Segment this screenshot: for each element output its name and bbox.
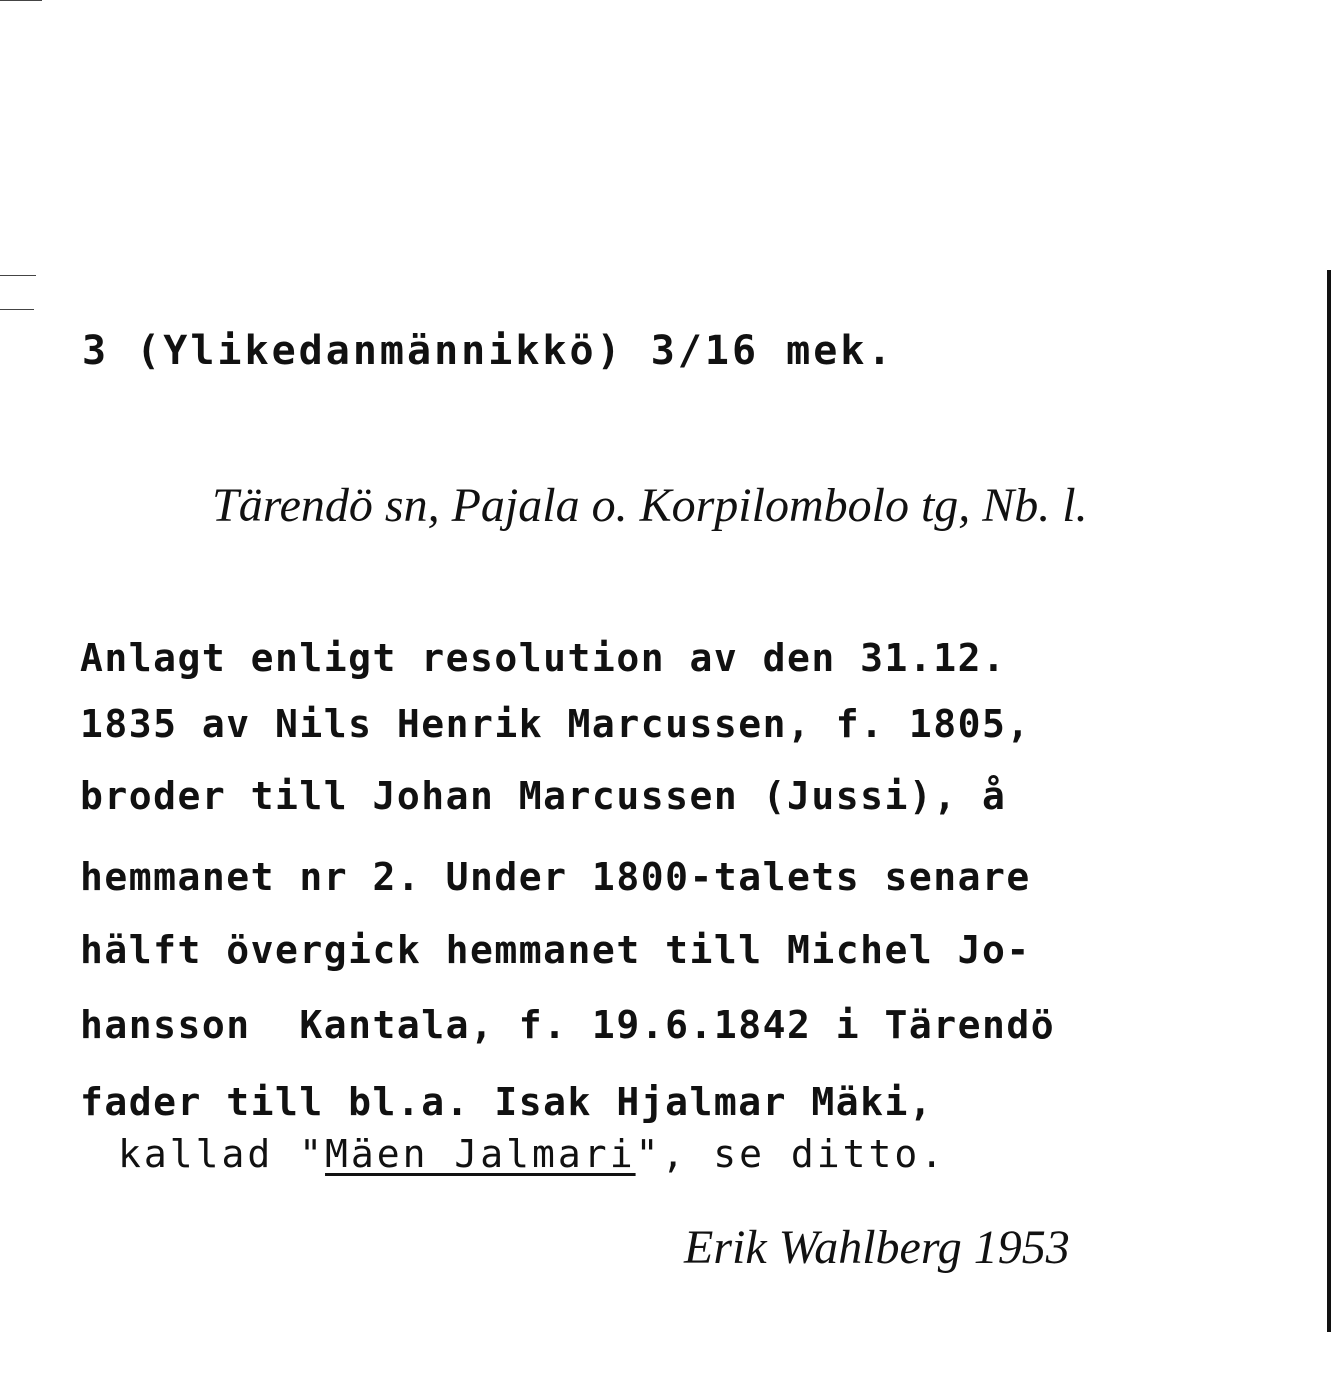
nickname-underlined: Mäen Jalmari: [325, 1132, 636, 1176]
body-line: fader till bl.a. Isak Hjalmar Mäki,: [80, 1080, 934, 1124]
location-line: Tärendö sn, Pajala o. Korpilombolo tg, Nb. l.: [212, 479, 1088, 532]
card-edge-tick: [0, 275, 36, 276]
body-line: hansson Kantala, f. 19.6.1842 i Tärendö: [80, 1003, 1056, 1047]
body-line: hälft övergick hemmanet till Michel Jo-: [80, 928, 1031, 972]
signature: Erik Wahlberg 1953: [684, 1221, 1070, 1274]
nickname-prefix: kallad ": [118, 1132, 326, 1176]
body-line: Anlagt enligt resolution av den 31.12.: [80, 636, 1007, 680]
card-edge-right: [1327, 270, 1331, 1332]
nickname-line: [118, 1132, 946, 1176]
body-line: broder till Johan Marcussen (Jussi), å: [80, 774, 1007, 818]
card-corner-tick: [0, 0, 42, 1]
body-line: 1835 av Nils Henrik Marcussen, f. 1805,: [80, 702, 1031, 746]
card-edge-tick: [0, 309, 34, 310]
body-line: hemmanet nr 2. Under 1800-talets senare: [80, 855, 1031, 899]
nickname-suffix: ", se ditto.: [635, 1132, 947, 1176]
card-heading: 3 (Ylikedanmännikkö) 3/16 mek.: [82, 328, 895, 374]
